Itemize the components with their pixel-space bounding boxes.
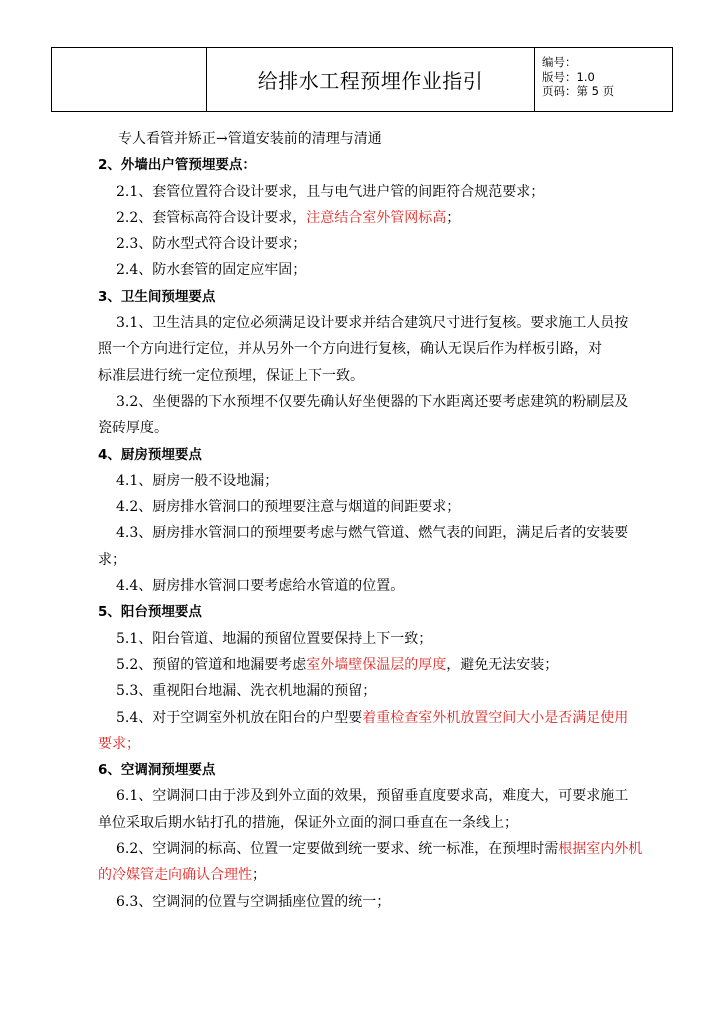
- paragraph: 3.1、卫生洁具的定位必须满足设计要求并结合建筑尺寸进行复核。要求施工人员按: [116, 315, 629, 332]
- version-label: 版号：: [542, 69, 577, 84]
- paragraph: 5.1、阳台管道、地漏的预留位置要保持上下一致；: [116, 630, 433, 647]
- document-header: [51, 47, 673, 112]
- paragraph: 4.2、厨房排水管洞口的预埋要注意与烟道的间距要求；: [116, 499, 461, 516]
- paragraph: 5.3、重视阳台地漏、洗衣机地漏的预留；: [116, 683, 377, 700]
- code-row: [542, 55, 672, 70]
- highlight-text: 注意结合室外管网标高: [306, 209, 447, 226]
- section-heading: 5、阳台预埋要点: [98, 604, 202, 621]
- logo-cell: [52, 48, 207, 111]
- section-heading: 2、外墙出户管预埋要点：: [98, 157, 256, 174]
- text-run: ；: [252, 867, 266, 884]
- paragraph: 照一个方向进行定位，并从另外一个方向进行复核，确认无误后作为样板引路，对: [98, 341, 602, 358]
- section-heading: 6、空调洞预埋要点: [98, 762, 216, 779]
- paragraph: [98, 652, 650, 678]
- version-row: [542, 70, 672, 85]
- paragraph: [98, 836, 650, 862]
- paragraph: 4.1、厨房一般不设地漏；: [116, 472, 279, 489]
- document-title: 给排水工程预埋作业指引: [207, 48, 535, 111]
- page-row: [542, 84, 672, 99]
- text-run: ，避免无法安装；: [446, 656, 559, 673]
- highlight-text: 根据室内外机: [558, 841, 643, 858]
- highlight-text: 室外墙壁保温层的厚度: [306, 656, 447, 673]
- page-value: 第 5 页: [576, 84, 615, 98]
- paragraph: 2.3、防水型式符合设计要求；: [116, 236, 307, 253]
- paragraph: [98, 205, 650, 231]
- paragraph: [98, 731, 650, 757]
- paragraph: 2.4、防水套管的固定应牢固；: [116, 262, 307, 279]
- paragraph: 3.2、坐便器的下水预埋不仅要先确认好坐便器的下水距离还要考虑建筑的粉刷层及: [116, 393, 629, 410]
- document-body: [98, 126, 650, 915]
- paragraph: 标准层进行统一定位预埋，保证上下一致。: [98, 367, 364, 384]
- highlight-text: 着重检查室外机放置空间大小是否满足使用: [362, 709, 629, 726]
- highlight-text: 的冷媒管走向确认合理性: [98, 867, 252, 884]
- version-value: 1.0: [576, 69, 595, 84]
- text-run: ；: [446, 209, 461, 226]
- paragraph: 专人看管并矫正→管道安装前的清理与清通: [118, 131, 382, 147]
- section-heading: 3、卫生间预埋要点: [98, 288, 216, 305]
- paragraph: 2.1、套管位置符合设计要求，且与电气进户管的间距符合规范要求；: [116, 183, 545, 200]
- text-run: 5.4、对于空调室外机放在阳台的户型要: [116, 709, 363, 726]
- text-run: 2.2、套管标高符合设计要求，: [116, 209, 307, 226]
- code-label: 编号：: [542, 55, 577, 69]
- paragraph: 4.4、厨房排水管洞口要考虑给水管道的位置。: [116, 578, 405, 595]
- paragraph: 单位采取后期水钻打孔的措施，保证外立面的洞口垂直在一条线上；: [98, 814, 518, 831]
- paragraph: 6.3、空调洞的位置与空调插座位置的统一；: [116, 893, 391, 910]
- paragraph: 瓷砖厚度。: [98, 420, 168, 437]
- paragraph: 6.1、空调洞口由于涉及到外立面的效果，预留垂直度要求高，难度大，可要求施工: [116, 788, 629, 805]
- text-run: 6.2、空调洞的标高、位置一定要做到统一要求、统一标准，在预埋时需: [116, 841, 559, 858]
- document-meta: [535, 48, 672, 111]
- text-run: 5.2、预留的管道和地漏要考虑: [116, 656, 307, 673]
- page-label: 页码：: [542, 84, 577, 98]
- highlight-text: 要求；: [98, 735, 140, 752]
- paragraph: 4.3、厨房排水管洞口的预埋要考虑与燃气管道、燃气表的间距，满足后者的安装要: [116, 525, 629, 542]
- paragraph: [98, 862, 650, 888]
- section-heading: 4、厨房预埋要点: [98, 446, 202, 463]
- paragraph: [98, 705, 650, 731]
- paragraph: 求；: [98, 551, 126, 568]
